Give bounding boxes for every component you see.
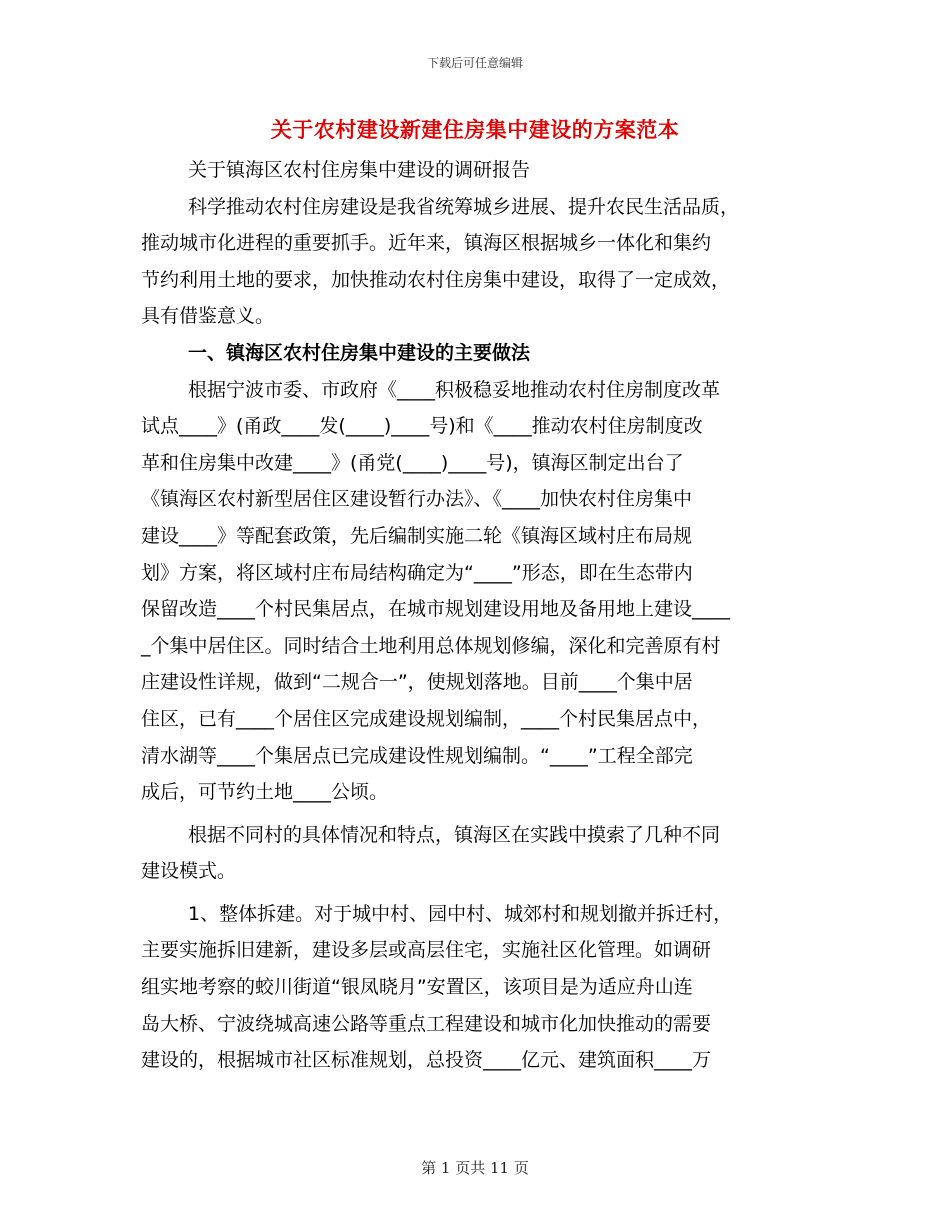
text-line: 岛大桥、宁波绕城高速公路等重点工程建设和城市化加快推动的需要 (141, 1012, 712, 1035)
text-line: 根据宁波市委、市政府《____积极稳妥地推动农村住房制度改革 (188, 378, 721, 401)
page-header: 下载后可任意编辑 (426, 56, 523, 70)
text-line: _个集中居住区。同时结合土地利用总体规划修编，深化和完善原有村 (141, 634, 721, 657)
text-line: 划》方案，将区域村庄布局结构确定为“____”形态，即在生态带内 (141, 561, 693, 584)
text-line: 保留改造____个村民集居点，在城市规划建设用地及备用地上建设____ (141, 598, 731, 621)
document-body (141, 152, 807, 1079)
text-line: 试点____》(甬政____发(____)____号)和《____推动农村住房制度改 (141, 415, 703, 438)
text-line: 推动城市化进程的重要抓手。近年来，镇海区根据城乡一体化和集约 (141, 232, 712, 255)
text-line: 科学推动农村住房建设是我省统筹城乡进展、提升农民生活品质， (188, 195, 740, 218)
page-footer: 第 1 页共 11 页 (421, 1159, 529, 1177)
section-heading: 一、镇海区农村住房集中建设的主要做法 (188, 341, 531, 364)
document-title: 关于农村建设新建住房集中建设的方案范本 (270, 118, 680, 142)
text-line: 《镇海区农村新型居住区建设暂行办法》、《____加快农村住房集中 (141, 488, 693, 511)
text-line: 建设____》等配套政策，先后编制实施二轮《镇海区域村庄布局规 (141, 524, 693, 547)
text-line: 建设模式。 (141, 860, 237, 883)
text-line: 组实地考察的蛟川街道“银凤晓月”安置区，该项目是为适应舟山连 (141, 976, 693, 999)
text-line: 庄建设性详规，做到“二规合一”，使规划落地。目前____个集中居 (141, 671, 693, 694)
text-line: 清水湖等____个集居点已完成建设性规划编制。“____”工程全部完 (141, 744, 693, 767)
text-line: 建设的，根据城市社区标准规划，总投资____亿元、建筑面积____万 (141, 1049, 712, 1072)
text-line: 革和住房集中改建____》(甬党(____)____号)，镇海区制定出台了 (141, 451, 684, 474)
text-line: 1、整体拆建。对于城中村、园中村、城郊村和规划撤并拆迁村， (188, 902, 733, 925)
text-line: 根据不同村的具体情况和特点，镇海区在实践中摸索了几种不同 (188, 823, 721, 846)
report-subtitle: 关于镇海区农村住房集中建设的调研报告 (188, 159, 531, 181)
text-line: 具有借鉴意义。 (141, 305, 275, 328)
text-line: 住区，已有____个居住区完成建设规划编制，____个村民集居点中， (141, 707, 712, 730)
text-line: 主要实施拆旧建新，建设多层或高层住宅，实施社区化管理。如调研 (141, 939, 712, 962)
text-line: 节约利用土地的要求，加快推动农村住房集中建设，取得了一定成效， (141, 268, 731, 291)
text-line: 成后，可节约土地____公顷。 (141, 781, 389, 804)
